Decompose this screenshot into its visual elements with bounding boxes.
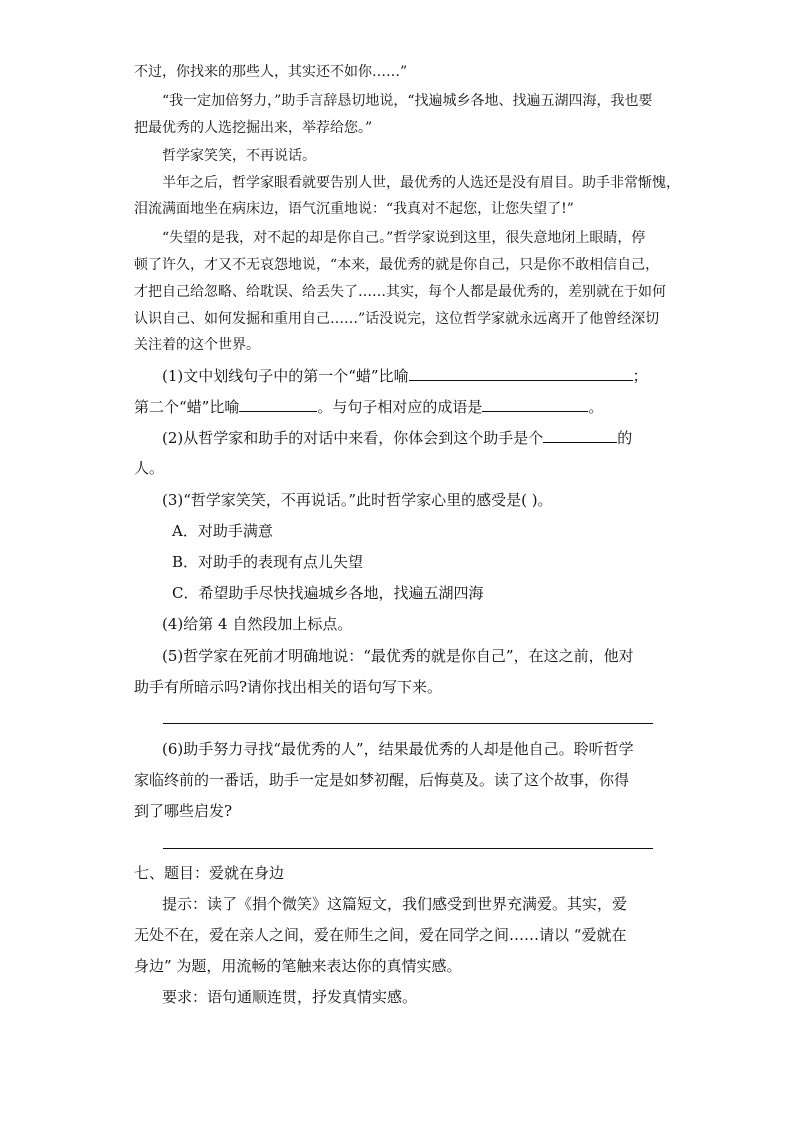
tip-line: 提示：读了《捐个微笑》这篇短文，我们感受到世界充满爱。其实，爱: [162, 895, 628, 913]
answer-line[interactable]: [163, 848, 653, 849]
answer-line[interactable]: [163, 723, 653, 724]
story-line: 把最优秀的人选挖掘出来，举荐给您。”: [134, 120, 373, 136]
question-text: 的: [617, 429, 633, 447]
question-text: (1)文中划线句子中的第一个“蜡”比喻: [162, 367, 409, 385]
option-c: C．希望助手尽快找遍城乡各地，找遍五湖四海: [172, 584, 484, 602]
option-a: A．对助手满意: [172, 522, 273, 540]
question-4: (4)给第 4 自然段加上标点。: [162, 615, 353, 633]
question-text: 第二个“蜡”比喻: [134, 398, 240, 416]
story-line: 半年之后，哲学家眼看就要告别人世，最优秀的人选还是没有眉目。助手非常惭愧，: [162, 175, 680, 191]
story-line: 认识自己、如何发掘和重用自己……”话没说完，这位哲学家就永远离开了他曾经深切: [134, 311, 660, 327]
story-line: 泪流满面地坐在病床边，语气沉重地说：“我真对不起您，让您失望了!”: [134, 201, 574, 217]
answer-blank[interactable]: [482, 397, 588, 412]
story-line: 关注着的这个世界。: [134, 337, 260, 353]
question-6-line-2: 家临终前的一番话，助手一定是如梦初醒，后悔莫及。读了这个故事，你得: [134, 771, 630, 789]
story-line: “我一定加倍努力，”助手言辞恳切地说，“找遍城乡各地、找遍五湖四海，我也要: [162, 93, 653, 109]
question-1-line-1: [162, 366, 648, 386]
section-heading: 七、题目：爱就在身边: [134, 864, 285, 882]
question-text: 。: [588, 398, 604, 416]
story-line: 哲学家笑笑，不再说话。: [162, 148, 316, 164]
question-3: (3)“哲学家笑笑，不再说话。”此时哲学家心里的感受是( )。: [162, 491, 553, 509]
tip-line: 身边” 为题，用流畅的笔触来表达你的真情实感。: [134, 957, 462, 975]
answer-blank[interactable]: [409, 366, 633, 381]
story-line: 才把自己给忽略、给耽误、给丢失了……其实，每个人都是最优秀的，差别就在于如何: [134, 284, 666, 300]
question-1-line-2: [134, 397, 603, 417]
answer-blank[interactable]: [239, 397, 317, 412]
answer-blank[interactable]: [543, 428, 617, 443]
question-6-line-3: 到了哪些启发?: [134, 802, 233, 820]
story-line: 顿了许久，才又不无哀怨地说，“本来，最优秀的就是你自己，只是你不敢相信自己，: [134, 257, 660, 273]
story-line: 不过，你找来的那些人，其实还不如你……”: [134, 64, 408, 80]
question-6-line-1: (6)助手努力寻找“最优秀的人”，结果最优秀的人却是他自己。聆听哲学: [162, 740, 634, 758]
story-line: “失望的是我，对不起的却是你自己。”哲学家说到这里，很失意地闭上眼睛，停: [162, 230, 646, 246]
question-2-line-2: 人。: [134, 459, 165, 477]
tip-line: 无处不在，爱在亲人之间，爱在师生之间，爱在同学之间……请以 “爱就在: [134, 926, 627, 944]
question-5-line-1: (5)哲学家在死前才明确地说：“最优秀的就是你自己”，在这之前，他对: [162, 647, 634, 665]
question-text: (2)从哲学家和助手的对话中来看，你体会到这个助手是个: [162, 429, 544, 447]
question-2-line-1: [162, 428, 632, 448]
question-text: 。与句子相对应的成语是: [317, 398, 483, 416]
question-text: ；: [632, 367, 648, 385]
option-b: B．对助手的表现有点儿失望: [172, 553, 364, 571]
requirement: 要求：语句通顺连贯，抒发真情实感。: [162, 988, 418, 1006]
question-5-line-2: 助手有所暗示吗?请你找出相关的语句写下来。: [134, 678, 443, 696]
